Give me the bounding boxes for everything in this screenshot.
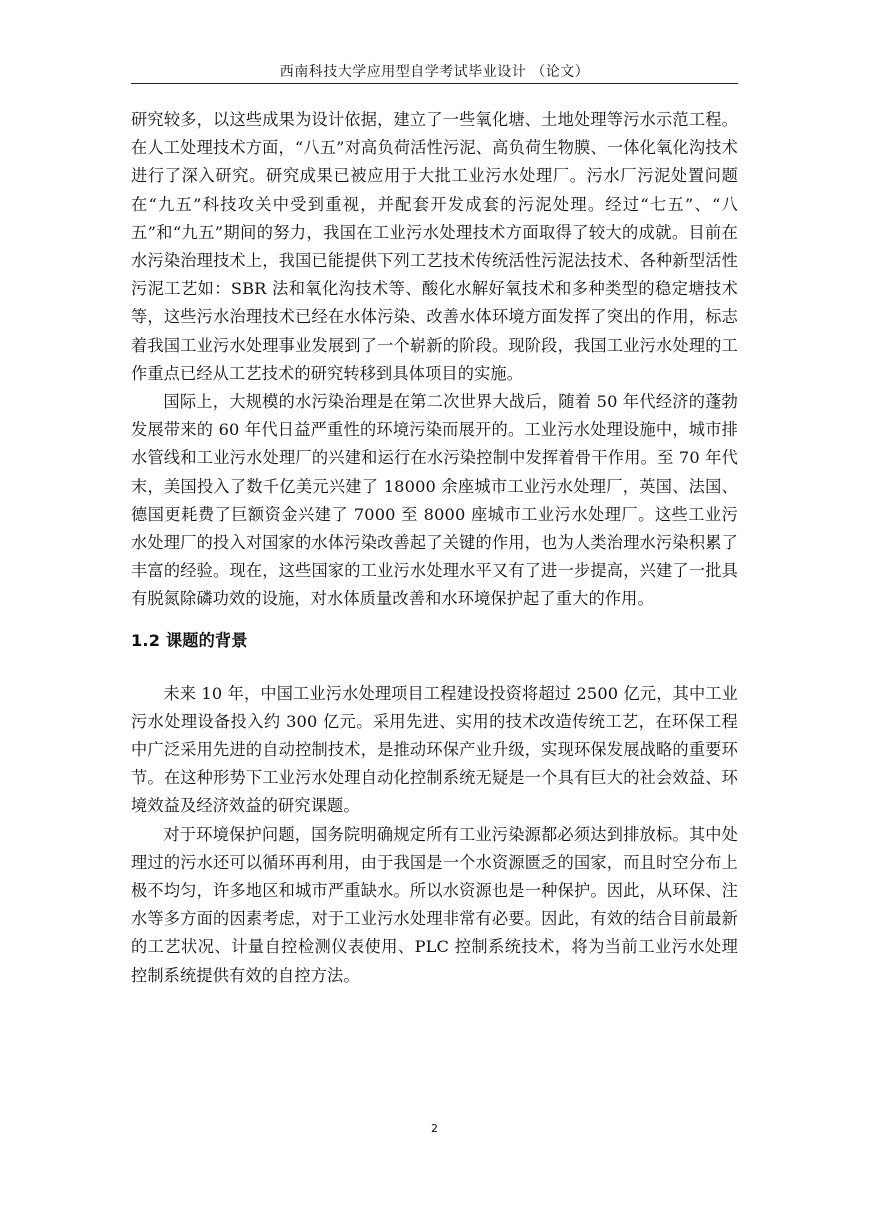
paragraph-continued: 研究较多，以这些成果为设计依据，建立了一些氧化塘、土地处理等污水示范工程。在人工处理技术方面，“八五”对高负荷活性污泥、高负荷生物膜、一体化氧化沟技术进行了深入研究。研究成果已被应用于大批工业污水处理厂。污水厂污泥处置问题在“九五”科技攻关中受到重视，并配套开发成套的污泥处理。经过“七五”、“八五”和“九五”期间的努力，我国在工业污水处理技术方面取得了较大的成就。目前在水污染治理技术上，我国已能提供下列工艺技术传统活性污泥法技术、各种新型活性污泥工艺如：SBR 法和氧化沟技术等、酸化水解好氧技术和多种类型的稳定塘技术等，这些污水治理技术已经在水体污染、改善水体环境方面发挥了突出的作用，标志着我国工业污水处理事业发展到了一个崭新的阶段。现阶段，我国工业污水处理的工作重点已经从工艺技术的研究转移到具体项目的实施。 [131,110,738,383]
page-header-title: 西南科技大学应用型自学考试毕业设计 （论文） [279,64,590,80]
section-heading: 1.2 课题的背景 [131,630,248,650]
paragraph-background-2: 对于环境保护问题，国务院明确规定所有工业污染源都必须达到排放标。其中处理过的污水还可以循环再利用，由于我国是一个水资源匮乏的国家，而且时空分布上极不均匀，许多地区和城市严重缺水。所以水资源也是一种保护。因此，从环保、注水等多方面的因素考虑，对于工业污水处理非常有必要。因此，有效的结合目前最新的工艺状况、计量自控检测仪表使用、PLC 控制系统技术，将为当前工业污水处理控制系统提供有效的自控方法。 [131,824,738,985]
paragraph-international: 国际上，大规模的水污染治理是在第二次世界大战后，随着 50 年代经济的蓬勃发展带来的 60 年代日益严重性的环境污染而展开的。工业污水处理设施中，城市排水管线和工业污水处理厂的兴建和运行在水污染控制中发挥着骨干作用。至 70 年代末，美国投入了数千亿美元兴建了 18000 余座城市工业污水处理厂，英国、法国、德国更耗费了巨额资金兴建了 7000 至 8000 座城市工业污水处理厂。这些工业污水处理厂的投入对国家的水体污染改善起了关键的作用，也为人类治理水污染积累了丰富的经验。现在，这些国家的工业污水处理水平又有了进一步提高，兴建了一批具有脱氮除磷功效的设施，对水体质量改善和水环境保护起了重大的作用。 [131,392,738,609]
header-divider [131,83,738,84]
page-number: 2 [431,1122,438,1135]
document-body [131,106,738,990]
paragraph-background-1: 未来 10 年，中国工业污水处理项目工程建设投资将超过 2500 亿元，其中工业污水处理设备投入约 300 亿元。采用先进、实用的技术改造传统工艺，在环保工程中广泛采用先进的自动控制技术，是推动环保产业升级，实现环保发展战略的重要环节。在这种形势下工业污水处理自动化控制系统无疑是一个具有巨大的社会效益、环境效益及经济效益的研究课题。 [131,683,738,816]
